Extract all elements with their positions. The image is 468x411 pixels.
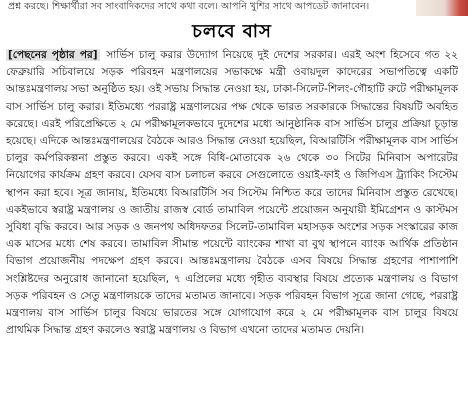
article-text: সার্ভিস চালু করার উদ্যোগ নিয়েছে দুই দেশের সরকার। এরই অংশ হিসেবে গত ২২ ফেব্রুয়ারি সচিবালয়ে সড়ক পরিবহন মন্ত্রণালয়ের সভাকক্ষে মন্ত্রী ওবায়দুল কাদেরের সভাপতিত্বে একটি আন্তঃমন্ত্রণালয় সভা অনুষ্ঠিত হয়। ওই সভায় সিদ্ধান্ত নেওয়া হয়, ঢাকা-সিলেট-শিলং-গৌহাটি রুটে পরীক্ষামূলক বাস সার্ভিস চালু করার। ইতিমধ্যে পররাষ্ট্র মন্ত্রণালয়ের পক্ষ থেকে ভারত সরকারকে সিদ্ধান্তের বিষয়টি অবহিত করেছে। এরই পরিপ্রেক্ষিতে ২ মে পরীক্ষামূলকভাবে দুদেশের মধ্যে আনুষ্ঠানিক বাস সার্ভিস চালুর প্রক্রিয়া চূড়ান্ত হয়েছে। এদিকে আন্তঃমন্ত্রণালয়ের বৈঠকে আরও সিদ্ধান্ত নেওয়া হয়েছিল, বিআরটিসি পরীক্ষামূলক বাস সার্ভিস চালুর কর্মপরিকল্পনা প্রস্তুত করবে। একই সঙ্গে বিধি-মোতাবেক ২৬ থেকে ৩০ সিটের মিনিবাস অপারেটর নিয়োগের কার্যক্রম গ্রহণ করবে। যেসব বাস চলাচল করবে সেগুলোতে ওয়াই-ফাই ও জিপিএস ট্র্যাকিং সিস্টেম স্থাপন করা হবে। সূত্র জানায়, ইতিমধ্যে বিআরটিসি সব সিস্টেম নিশ্চিত করে তাদের মিনিবাস প্রস্তুত রেখেছে। একইভাবে স্বরাষ্ট্র মন্ত্রণালয় ও জাতীয় রাজস্ব বোর্ড তামাবিল পয়েন্টে প্রয়োজন অনুযায়ী ইমিগ্রেশন ও কাস্টমস সুবিধা বৃদ্ধি করবে। আর সড়ক ও জনপথ অধিদফতর সিলেট-তামাবিল মহাসড়ক অংশের সড়ক সংস্কারের কাজ এক মাসের মধ্যে শেষ করবে। তামাবিল সীমান্ত পয়েন্টে ব্যাংকের শাখা বা বুথ স্থাপনে ব্যাংক আর্থিক প্রতিষ্ঠান বিভাগ প্রয়োজনীয় পদক্ষেপ গ্রহণ করবে। আন্তঃমন্ত্রণালয় বৈঠকে এসব বিষয়ে সিদ্ধান্ত গ্রহণের পাশাপাশি সংশ্লিষ্টদের অনুরোধ জানানো হয়েছিল, ৭ এপ্রিলের মধ্যে গৃহীত ব্যবস্থার বিষয়ে প্রত্যেক মন্ত্রণালয় ও বিভাগ সড়ক পরিবহন ও সেতু মন্ত্রণালয়কে তাদের মতামত জানাবে। সড়ক পরিবহন বিভাগ সূত্রে জানা গেছে, পররাষ্ট্র মন্ত্রণালয় বাস সার্ভিস চালুর বিষয়ে ভারতের সঙ্গে যোগাযোগ করে ২ মে পরীক্ষামূলক বাস চালুর বিষয়ে প্রাথমিক সিদ্ধান্ত গ্রহণ করলেও স্বরাষ্ট্র মন্ত্রণালয় ও বিভাগ এখনো তাদের মতামত দেয়নি। xyxy=(6,49,458,337)
previous-article-strip xyxy=(0,0,468,16)
article-headline: চলবে বাস xyxy=(192,21,272,42)
previous-article-text: প্রশ্ন করছে। শিক্ষার্থীরা সব সাংবাদিকদের সাথে কথা বলে। আপনি খুশির সাথে আপডেট জানাবেন। xyxy=(8,1,370,12)
photo-fragment xyxy=(416,0,468,16)
continuation-label: [পেছনের পৃষ্ঠার পর] xyxy=(8,49,98,61)
news-article xyxy=(6,20,458,408)
article-body xyxy=(6,47,458,339)
